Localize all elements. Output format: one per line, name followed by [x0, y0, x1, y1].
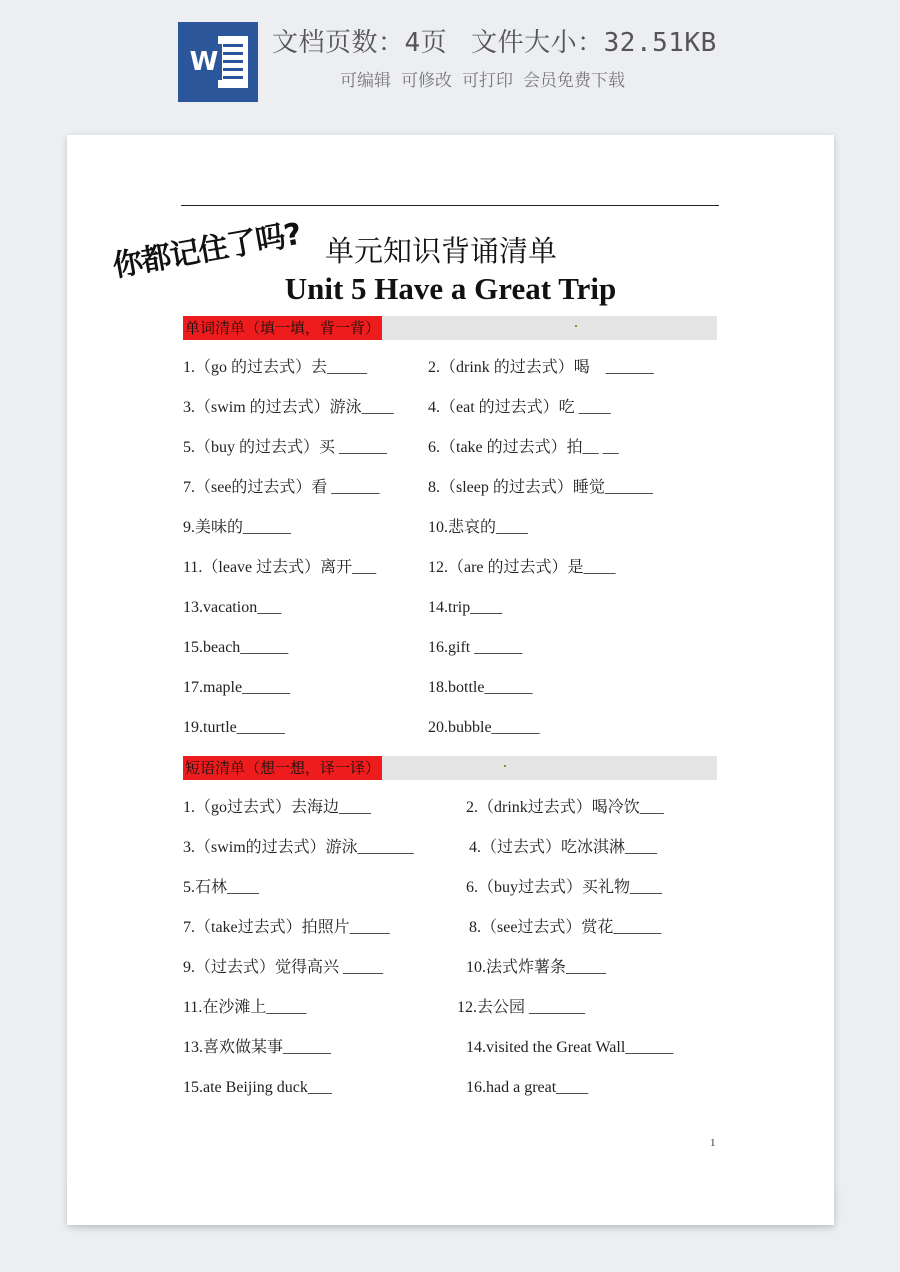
section-header-phrases: [183, 756, 717, 780]
phrase-item: 12.去公园 _______: [457, 999, 586, 1016]
doc-file-size: 文件大小：32.51KB: [471, 28, 717, 58]
phrase-item: 14.visited the Great Wall______: [466, 1039, 674, 1056]
phrase-item: 8.（see过去式）赏花______: [469, 919, 662, 936]
doc-features: [340, 66, 635, 91]
vocab-item: 7.（see的过去式）看 ______: [183, 479, 380, 496]
feature-editable: 可编辑: [340, 71, 391, 91]
word-letter: W: [186, 44, 222, 80]
vocab-item: 2.（drink 的过去式）喝 ______: [428, 359, 654, 376]
title-chinese: 单元知识背诵清单: [325, 234, 558, 268]
vocab-item: 5.（buy 的过去式）买 ______: [183, 439, 388, 456]
doc-info: [272, 22, 792, 59]
phrase-item: 5.石林____: [183, 879, 260, 896]
vocab-item: 15.beach______: [183, 639, 289, 656]
doc-page-count: 文档页数：4页: [272, 28, 448, 58]
phrase-item: 16.had a great____: [466, 1079, 589, 1096]
phrase-item: 6.（buy过去式）买礼物____: [466, 879, 663, 896]
title-english: Unit 5 Have a Great Trip: [284, 271, 617, 306]
vocab-item: 12.（are 的过去式）是____: [428, 559, 616, 576]
phrase-item: 11.在沙滩上_____: [183, 999, 307, 1016]
phrase-item: 10.法式炸薯条_____: [466, 959, 607, 976]
phrase-item: 13.喜欢做某事______: [183, 1039, 332, 1056]
phrase-item: 1.（go过去式）去海边____: [183, 799, 372, 816]
stray-dot: [504, 765, 506, 767]
vocab-item: 19.turtle______: [183, 719, 285, 736]
vocab-item: 11.（leave 过去式）离开___: [183, 559, 377, 576]
vocab-item: 3.（swim 的过去式）游泳____: [183, 399, 394, 416]
section-title: 短语清单（想一想，译一译）: [183, 756, 382, 780]
feature-printable: 可打印: [462, 71, 513, 91]
phrase-item: 2.（drink过去式）喝冷饮___: [466, 799, 664, 816]
vocab-item: 18.bottle______: [428, 679, 533, 696]
vocab-item: 20.bubble______: [428, 719, 540, 736]
feature-free-download: 会员免费下载: [523, 71, 625, 91]
vocab-item: 10.悲哀的____: [428, 519, 529, 536]
phrase-item: 9.（过去式）觉得高兴 _____: [183, 959, 384, 976]
document-page: [67, 135, 834, 1225]
word-doc-icon: [178, 22, 258, 102]
phrase-item: 7.（take过去式）拍照片_____: [183, 919, 390, 936]
vocab-item: 13.vacation___: [183, 599, 282, 616]
page-number: 1: [710, 1137, 716, 1149]
phrase-item: 4.（过去式）吃冰淇淋____: [469, 839, 658, 856]
vocab-item: 8.（sleep 的过去式）睡觉______: [428, 479, 653, 496]
vocab-item: 17.maple______: [183, 679, 291, 696]
vocab-item: 6.（take 的过去式）拍__ __: [428, 439, 619, 456]
stamp-text: 你都记住了吗?: [110, 216, 304, 285]
section-header-vocabulary: [183, 316, 717, 340]
word-doc-sheet: [218, 36, 248, 88]
vocab-item: 16.gift ______: [428, 639, 523, 656]
vocab-item: 14.trip____: [428, 599, 503, 616]
section-title: 单词清单（填一填，背一背）: [183, 316, 382, 340]
phrase-item: 3.（swim的过去式）游泳_______: [183, 839, 414, 856]
vocab-item: 1.（go 的过去式）去_____: [183, 359, 368, 376]
phrase-item: 15.ate Beijing duck___: [183, 1079, 332, 1096]
vocab-item: 9.美味的______: [183, 519, 292, 536]
download-banner: [0, 0, 900, 125]
vocab-item: 4.（eat 的过去式）吃 ____: [428, 399, 611, 416]
header-rule: [181, 205, 719, 206]
stray-dot: [575, 325, 577, 327]
feature-modifiable: 可修改: [401, 71, 452, 91]
